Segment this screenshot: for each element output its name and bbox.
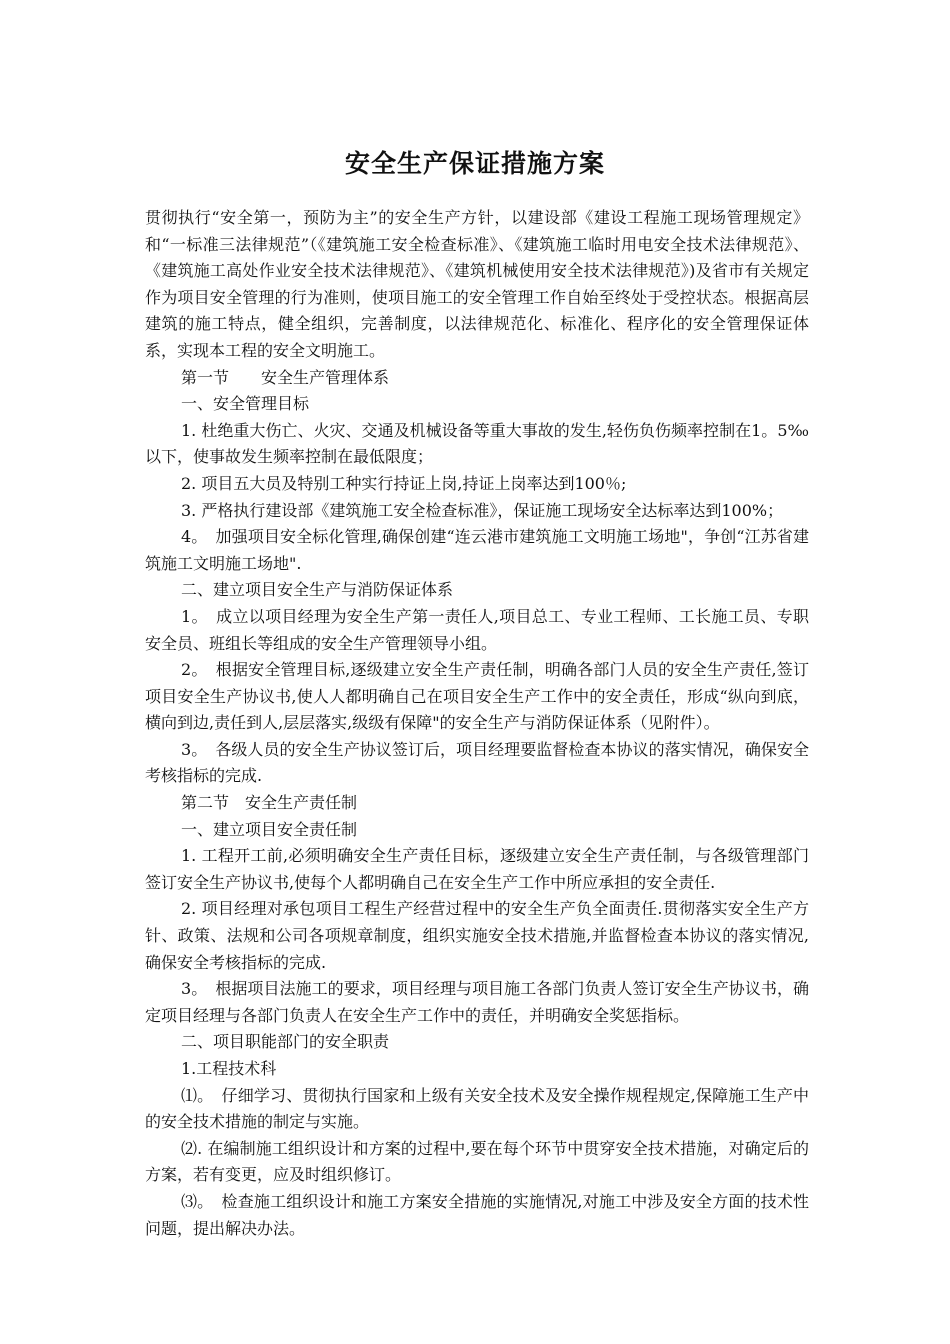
paragraph: 1.工程技术科 [181, 1059, 277, 1078]
document-title: 安全生产保证措施方案 [344, 149, 605, 178]
paragraph: 1。 成立以项目经理为安全生产第一责任人,项目总工、专业工程师、工长施工员、专职安全员、班组长等组成的安全生产管理领导小组。 [145, 606, 809, 653]
paragraph: 一、安全管理目标 [181, 394, 310, 414]
paragraph: 3。 根据项目法施工的要求，项目经理与项目施工各部门负责人签订安全生产协议书，确定项目经理与各部门负责人在安全生产工作中的责任，并明确安全奖惩指标。 [145, 979, 809, 1025]
document-body [145, 205, 809, 1242]
paragraph: 3。 各级人员的安全生产协议签订后，项目经理要监督检查本协议的落实情况，确保安全考核指标的完成. [145, 739, 809, 786]
paragraph: 一、建立项目安全责任制 [181, 819, 358, 839]
paragraph: 贯彻执行“安全第一，预防为主”的安全生产方针，以建设部《建设工程施工现场管理规定》和“一标准三法律规范”（《建筑施工安全检查标准》、《建筑施工临时用电安全技术法律规范》、《建筑施工高处作业安全技术法律规范》、《建筑机械使用安全技术法律规范》)及省市有关规定作为项目安全管理的行为准则，使项目施工的安全管理工作自始至终处于受控状态。根据高层建筑的施工特点，健全组织，完善制度，以法律规范化、标准化、程序化的安全管理保证体系，实现本工程的安全文明施工。 [145, 208, 809, 360]
paragraph: 第二节 安全生产责任制 [181, 793, 358, 813]
paragraph: 1. 杜绝重大伤亡、火灾、交通及机械设备等重大事故的发生,轻伤负伤频率控制在1。5‰以下，使事故发生频率控制在最低限度； [145, 420, 809, 467]
paragraph: 1. 工程开工前,必须明确安全生产责任目标，逐级建立安全生产责任制，与各级管理部门签订安全生产协议书,使每个人都明确自己在安全生产工作中所应承担的安全责任. [145, 846, 809, 892]
paragraph: 3. 严格执行建设部《建筑施工安全检查标准》，保证施工现场安全达标率达到100%； [181, 500, 784, 520]
paragraph: 2. 项目经理对承包项目工程生产经营过程中的安全生产负全面责任.贯彻落实安全生产方针、政策、法规和公司各项规章制度，组织实施安全技术措施,并监督检查本协议的落实情况,确保安全考核指标的完成. [145, 899, 809, 972]
paragraph: 2. 项目五大员及特别工种实行持证上岗,持证上岗率达到100％; [181, 473, 627, 493]
paragraph: 4。 加强项目安全标化管理,确保创建“连云港市建筑施工文明施工场地"，争创“江苏省建筑施工文明施工场地". [145, 527, 809, 573]
paragraph: ⑵. 在编制施工组织设计和方案的过程中,要在每个环节中贯穿安全技术措施，对确定后的方案，若有变更，应及时组织修订。 [145, 1138, 809, 1185]
paragraph: ⑴。 仔细学习、贯彻执行国家和上级有关安全技术及安全操作规程规定,保障施工生产中的安全技术措施的制定与实施。 [145, 1085, 809, 1132]
paragraph: 二、建立项目安全生产与消防保证体系 [181, 580, 454, 600]
paragraph: 第一节 安全生产管理体系 [181, 367, 390, 387]
paragraph: 2。 根据安全管理目标,逐级建立安全生产责任制，明确各部门人员的安全生产责任,签订项目安全生产协议书,使人人都明确自己在项目安全生产工作中的安全责任，形成“纵向到底，横向到边,责任到人,层层落实,级级有保障"的安全生产与消防保证体系（见附件）。 [145, 660, 809, 733]
paragraph: ⑶。 检查施工组织设计和施工方案安全措施的实施情况,对施工中涉及安全方面的技术性问题，提出解决办法。 [145, 1191, 809, 1238]
paragraph: 二、项目职能部门的安全职责 [181, 1032, 390, 1052]
